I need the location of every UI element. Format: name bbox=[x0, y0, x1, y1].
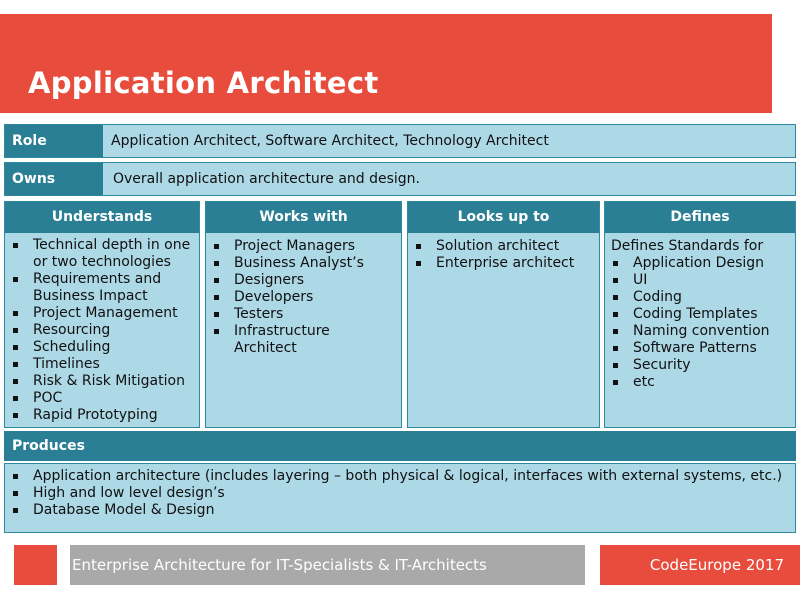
defines-column bbox=[604, 201, 796, 428]
list-item: Software Patterns bbox=[611, 340, 789, 357]
produces-list bbox=[11, 468, 789, 519]
list-item: Risk & Risk Mitigation bbox=[11, 373, 193, 390]
works-with-heading: Works with bbox=[206, 202, 401, 233]
owns-value: Overall application architecture and design. bbox=[113, 171, 421, 187]
footer-course-title: Enterprise Architecture for IT-Specialists & IT-Architects bbox=[70, 545, 585, 585]
list-item: Testers bbox=[212, 306, 395, 323]
list-item: Project Management bbox=[11, 305, 193, 322]
list-item: POC bbox=[11, 390, 193, 407]
list-item: Project Managers bbox=[212, 238, 395, 255]
list-item: Coding bbox=[611, 289, 789, 306]
footer-accent-square bbox=[14, 545, 57, 585]
list-item: Technical depth in one or two technologies bbox=[11, 237, 193, 271]
list-item: Application Design bbox=[611, 255, 789, 272]
looks-up-to-column bbox=[407, 201, 600, 428]
role-row bbox=[4, 124, 796, 158]
understands-heading: Understands bbox=[5, 202, 199, 233]
list-item: UI bbox=[611, 272, 789, 289]
title-banner bbox=[0, 14, 772, 113]
looks-up-to-heading: Looks up to bbox=[408, 202, 599, 233]
list-item: Timelines bbox=[11, 356, 193, 373]
owns-row bbox=[4, 162, 796, 196]
list-item: etc bbox=[611, 374, 789, 391]
looks-up-to-list bbox=[414, 238, 593, 272]
owns-label: Owns bbox=[5, 163, 103, 195]
list-item: Business Analyst’s bbox=[212, 255, 395, 272]
understands-list bbox=[11, 237, 193, 424]
list-item: Naming convention bbox=[611, 323, 789, 340]
role-label: Role bbox=[5, 125, 103, 157]
produces-panel bbox=[4, 463, 796, 533]
list-item: Resourcing bbox=[11, 322, 193, 339]
role-value: Application Architect, Software Architect, Technology Architect bbox=[111, 133, 549, 149]
list-item: Rapid Prototyping bbox=[11, 407, 193, 424]
page-title: Application Architect bbox=[28, 66, 379, 100]
defines-intro: Defines Standards for bbox=[611, 238, 764, 254]
defines-heading: Defines bbox=[605, 202, 795, 233]
list-item: Designers bbox=[212, 272, 395, 289]
produces-heading: Produces bbox=[4, 431, 796, 461]
list-item: Developers bbox=[212, 289, 395, 306]
list-item: Database Model & Design bbox=[11, 502, 789, 519]
list-item: Security bbox=[611, 357, 789, 374]
list-item: Infrastructure Architect bbox=[212, 323, 395, 357]
works-with-column bbox=[205, 201, 402, 428]
defines-list bbox=[611, 255, 789, 391]
works-with-list bbox=[212, 238, 395, 357]
list-item: High and low level design’s bbox=[11, 485, 789, 502]
list-item: Requirements and Business Impact bbox=[11, 271, 193, 305]
list-item: Enterprise architect bbox=[414, 255, 593, 272]
list-item: Solution architect bbox=[414, 238, 593, 255]
understands-column bbox=[4, 201, 200, 428]
list-item: Coding Templates bbox=[611, 306, 789, 323]
list-item: Application architecture (includes layering – both physical & logical, interfaces with external systems, etc.) bbox=[11, 468, 789, 485]
footer-event-label: CodeEurope 2017 bbox=[600, 545, 800, 585]
list-item: Scheduling bbox=[11, 339, 193, 356]
